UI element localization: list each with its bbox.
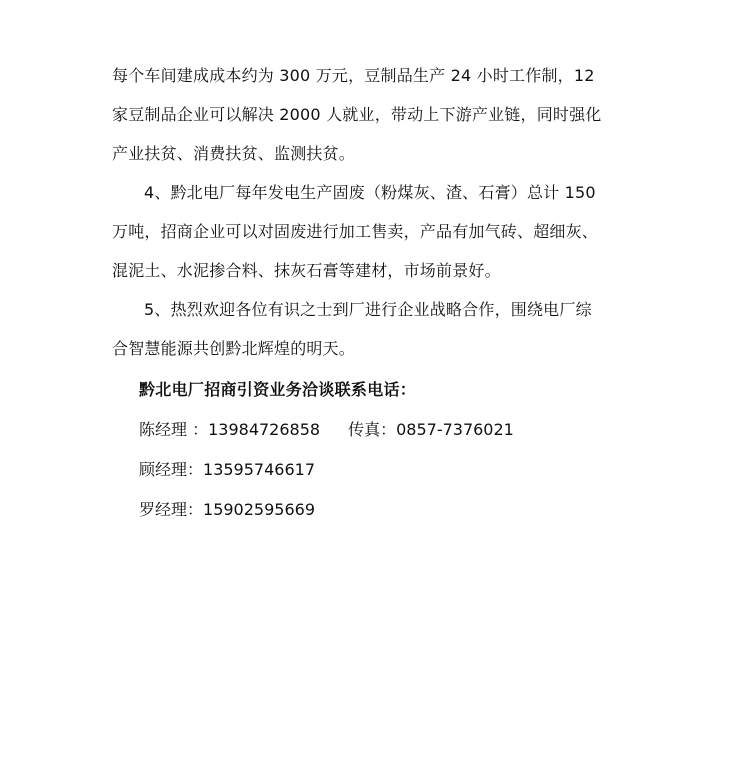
paragraph-line: 产业扶贫、消费扶贫、监测扶贫。 xyxy=(112,144,356,163)
manager-chen-label: 陈经理 ： xyxy=(139,420,209,439)
paragraph-line: 混泥土、水泥掺合料、抹灰石膏等建材，市场前景好。 xyxy=(112,261,501,280)
paragraph-line: 万吨，招商企业可以对固废进行加工售卖，产品有加气砖、超细灰、 xyxy=(112,222,599,241)
manager-chen-phone: 13984726858 xyxy=(208,420,321,439)
contact-line-gu xyxy=(139,450,644,490)
contact-line-luo xyxy=(139,490,644,530)
fax-label: 传真： xyxy=(348,420,397,439)
paragraph-welcome xyxy=(112,290,644,368)
manager-gu-phone: 13595746617 xyxy=(203,460,315,479)
contact-title: 黔北电厂招商引资业务洽谈联系电话： xyxy=(139,380,417,399)
paragraph-solid-waste xyxy=(112,173,644,290)
manager-luo-phone: 15902595669 xyxy=(203,500,315,519)
contact-section xyxy=(112,370,644,530)
paragraph-line: 每个车间建成成本约为 300 万元，豆制品生产 24 小时工作制，12 xyxy=(112,66,595,85)
paragraph-line: 家豆制品企业可以解决 2000 人就业，带动上下游产业链，同时强化 xyxy=(112,105,602,124)
paragraph-line: 合智慧能源共创黔北辉煌的明天。 xyxy=(112,339,356,358)
paragraph-line: 5、热烈欢迎各位有识之士到厂进行企业战略合作，围绕电厂综 xyxy=(144,300,592,319)
manager-gu-label: 顾经理： xyxy=(139,460,204,479)
fax-number: 0857-7376021 xyxy=(396,420,514,439)
contact-line-chen xyxy=(139,410,644,450)
manager-luo-label: 罗经理： xyxy=(139,500,204,519)
paragraph-cost-employment xyxy=(112,56,644,173)
document-body xyxy=(112,56,644,530)
paragraph-line: 4、黔北电厂每年发电生产固废（粉煤灰、渣、石膏）总计 150 xyxy=(144,183,596,202)
